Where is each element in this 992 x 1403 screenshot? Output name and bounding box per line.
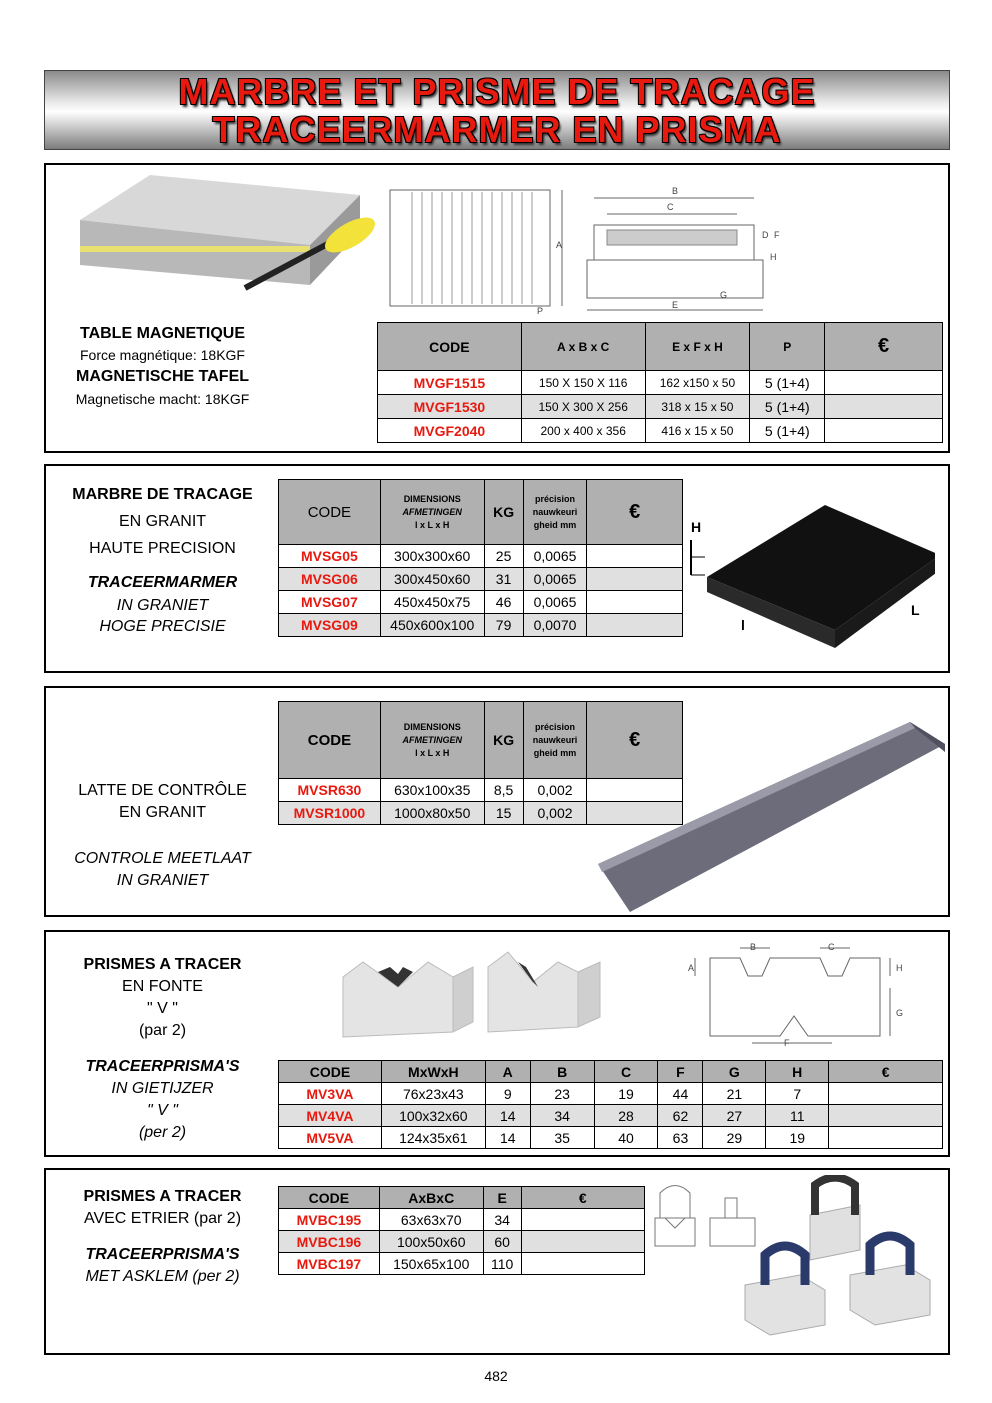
cell-code: MVGF2040 (378, 419, 522, 443)
cell-code: MVSG05 (279, 545, 381, 568)
subtitle-fr: Force magnétique: 18KGF (80, 347, 245, 363)
cell-price (825, 419, 943, 443)
cell-h: 11 (766, 1105, 829, 1127)
table-row (279, 591, 683, 614)
prec-label-2: nauwkeuri (532, 734, 578, 745)
cell-b: 35 (530, 1127, 594, 1149)
cell-h: 19 (766, 1127, 829, 1149)
line-5: TRACEERPRISMA'S (85, 1058, 240, 1075)
dim-c-label: C (828, 942, 835, 952)
title-fr: TABLE MAGNETIQUE (79, 325, 246, 342)
col-dimensions (380, 480, 484, 545)
cell-dim: 100x32x60 (381, 1105, 485, 1127)
cell-dim: 300x300x60 (380, 545, 484, 568)
col-code: CODE (279, 480, 381, 545)
cell-code: MVSR630 (279, 779, 381, 802)
clamp-photo (730, 1175, 940, 1350)
v-blocks-table (278, 1060, 943, 1149)
col-a: A (485, 1061, 530, 1083)
table-row (378, 371, 943, 395)
line-3: HAUTE PRECISION (89, 540, 236, 557)
cell-price (825, 371, 943, 395)
prec-label-3: gheid mm (533, 747, 577, 758)
cell-kg: 79 (484, 614, 523, 637)
col-axbxc: AxBxC (379, 1187, 483, 1209)
col-f: F (658, 1061, 703, 1083)
cell-code: MVBC197 (279, 1253, 380, 1275)
cell-code: MVBC195 (279, 1209, 380, 1231)
dim-label-fr: DIMENSIONS (403, 721, 461, 732)
col-price: € (587, 480, 683, 545)
cell-dim: 300x450x60 (380, 568, 484, 591)
dim-b-label: B (672, 186, 679, 196)
magnetic-table-diagram (382, 180, 782, 320)
col-price: € (587, 702, 683, 779)
dim-h-label: H (896, 963, 903, 973)
col-price: € (829, 1061, 943, 1083)
cell-h: 7 (766, 1083, 829, 1105)
cell-a: 14 (485, 1127, 530, 1149)
cell-code: MVGF1515 (378, 371, 522, 395)
col-p: P (750, 323, 825, 371)
dim-p-label: P (537, 306, 544, 316)
line-2: EN GRANIT (118, 804, 207, 821)
dim-label-nl: AFMETINGEN (402, 734, 462, 745)
cell-dim: 450x450x75 (380, 591, 484, 614)
line-4: TRACEERMARMER (87, 574, 238, 591)
cell-dim: 1000x80x50 (380, 802, 484, 825)
line-4: IN GRANIET (116, 872, 209, 889)
cell-code: MVSG09 (279, 614, 381, 637)
table-row (279, 545, 683, 568)
magnetic-table-table (377, 322, 943, 443)
dim-h-label: H (770, 252, 777, 262)
dim-label-nl: AFMETINGEN (402, 506, 462, 517)
line-1: PRISMES A TRACER (83, 956, 242, 973)
line-3: CONTROLE MEETLAAT (74, 850, 251, 867)
cell-kg: 15 (484, 802, 523, 825)
col-g: G (703, 1061, 766, 1083)
cell-e: 60 (483, 1231, 521, 1253)
straightedge-photo (590, 714, 950, 924)
cell-c: 19 (594, 1083, 658, 1105)
line-6: IN GIETIJZER (111, 1080, 214, 1097)
cell-dim: 450x600x100 (380, 614, 484, 637)
cell-e: 110 (483, 1253, 521, 1275)
table-row (279, 1105, 943, 1127)
prec-label-3: gheid mm (533, 519, 577, 530)
col-code: CODE (279, 702, 381, 779)
dim-d-label: D (762, 230, 769, 240)
col-mxwxh: MxWxH (381, 1061, 485, 1083)
col-c: C (594, 1061, 658, 1083)
table-row (378, 395, 943, 419)
cell-dim: 63x63x70 (379, 1209, 483, 1231)
cell-kg: 25 (484, 545, 523, 568)
cell-dim2: 162 x150 x 50 (645, 371, 750, 395)
banner-title-fr: MARBRE ET PRISME DE TRACAGE (178, 71, 816, 112)
table-row (279, 568, 683, 591)
cell-price (521, 1209, 644, 1231)
cell-precision: 0,0065 (523, 591, 587, 614)
magnetic-table-photo (60, 170, 380, 320)
dim-c-label: C (667, 202, 674, 212)
cell-precision: 0,0070 (523, 614, 587, 637)
cell-precision: 0,002 (523, 779, 587, 802)
cell-a: 9 (485, 1083, 530, 1105)
cell-dim: 76x23x43 (381, 1083, 485, 1105)
line-2: EN FONTE (122, 978, 203, 995)
prec-label-2: nauwkeuri (532, 506, 578, 517)
label-h: H (691, 519, 702, 535)
cell-a: 14 (485, 1105, 530, 1127)
page-number: 482 (484, 1368, 508, 1384)
dim-a-label: A (556, 240, 563, 250)
cell-code: MV3VA (279, 1083, 382, 1105)
dim-g-label: G (720, 290, 728, 300)
cell-dim: 150 X 150 X 116 (521, 371, 645, 395)
granite-plate-description (50, 484, 275, 638)
line-2: AVEC ETRIER (par 2) (83, 1210, 242, 1227)
dim-a-label: A (688, 963, 695, 973)
banner-title-nl: TRACEERMARMER EN PRISMA (212, 109, 782, 150)
dim-g-label: G (896, 1008, 904, 1018)
cell-p: 5 (1+4) (750, 371, 825, 395)
cell-p: 5 (1+4) (750, 419, 825, 443)
cell-price (521, 1231, 644, 1253)
granite-plate-table (278, 479, 683, 637)
cell-c: 28 (594, 1105, 658, 1127)
table-row (378, 419, 943, 443)
cell-e: 34 (483, 1209, 521, 1231)
cell-kg: 31 (484, 568, 523, 591)
col-precision (523, 702, 587, 779)
cell-g: 21 (703, 1083, 766, 1105)
cell-kg: 8,5 (484, 779, 523, 802)
line-1: PRISMES A TRACER (83, 1188, 242, 1205)
cell-dim: 630x100x35 (380, 779, 484, 802)
table-row (279, 1209, 645, 1231)
page-banner (44, 70, 950, 150)
cell-precision: 0,0065 (523, 545, 587, 568)
cell-dim2: 318 x 15 x 50 (645, 395, 750, 419)
col-kg: KG (484, 480, 523, 545)
dim-label-units: l x L x H (415, 519, 450, 530)
cell-b: 23 (530, 1083, 594, 1105)
cell-code: MVBC196 (279, 1231, 380, 1253)
v-blocks-photo (338, 942, 638, 1052)
cell-g: 29 (703, 1127, 766, 1149)
title-nl: MAGNETISCHE TAFEL (75, 368, 250, 385)
line-3: " V " (147, 1000, 178, 1017)
v-blocks-description (50, 954, 275, 1144)
cell-code: MVSG07 (279, 591, 381, 614)
dim-f-label: F (784, 1038, 790, 1048)
col-price: € (521, 1187, 644, 1209)
table-row (279, 614, 683, 637)
cell-dim2: 416 x 15 x 50 (645, 419, 750, 443)
cell-kg: 46 (484, 591, 523, 614)
v-blocks-clamp-description (50, 1186, 275, 1288)
line-5: IN GRANIET (116, 597, 209, 614)
cell-price (829, 1083, 943, 1105)
table-row (279, 1127, 943, 1149)
cell-code: MV4VA (279, 1105, 382, 1127)
cell-dim: 200 x 400 x 356 (521, 419, 645, 443)
cell-price (521, 1253, 644, 1275)
cell-price (587, 568, 683, 591)
line-3: TRACEERPRISMA'S (85, 1246, 240, 1263)
col-h: H (766, 1061, 829, 1083)
dim-e-label: E (672, 300, 679, 310)
cell-dim: 124x35x61 (381, 1127, 485, 1149)
line-4: MET ASKLEM (per 2) (85, 1268, 240, 1285)
cell-price (587, 591, 683, 614)
prec-label-1: précision (534, 493, 575, 504)
table-row (279, 1083, 943, 1105)
line-4: (par 2) (138, 1022, 187, 1039)
dim-b-label: B (750, 942, 757, 952)
col-axbxc: A x B x C (521, 323, 645, 371)
cell-precision: 0,0065 (523, 568, 587, 591)
col-exfxh: E x F x H (645, 323, 750, 371)
cell-c: 40 (594, 1127, 658, 1149)
line-7: " V " (147, 1102, 178, 1119)
cell-dim: 150 X 300 X 256 (521, 395, 645, 419)
dim-label-fr: DIMENSIONS (403, 493, 461, 504)
cell-code: MV5VA (279, 1127, 382, 1149)
col-e: E (483, 1187, 521, 1209)
cell-code: MVSR1000 (279, 802, 381, 825)
cell-price (829, 1127, 943, 1149)
dim-label-units: l x L x H (415, 747, 450, 758)
col-precision (523, 480, 587, 545)
line-1: MARBRE DE TRACAGE (72, 486, 253, 503)
table-row (279, 1231, 645, 1253)
cell-b: 34 (530, 1105, 594, 1127)
label-big-l: L (911, 602, 920, 618)
prec-label-1: précision (535, 721, 576, 732)
cell-f: 62 (658, 1105, 703, 1127)
label-l: l (741, 617, 745, 633)
col-price: € (825, 323, 943, 371)
cell-f: 63 (658, 1127, 703, 1149)
cell-p: 5 (1+4) (750, 395, 825, 419)
cell-price (587, 545, 683, 568)
cell-code: MVGF1530 (378, 395, 522, 419)
magnetic-table-description (50, 324, 275, 410)
col-b: B (530, 1061, 594, 1083)
col-code: CODE (279, 1061, 382, 1083)
cell-dim: 100x50x60 (379, 1231, 483, 1253)
cell-dim: 150x65x100 (379, 1253, 483, 1275)
cell-f: 44 (658, 1083, 703, 1105)
col-dimensions (380, 702, 484, 779)
v-blocks-clamp-table (278, 1186, 645, 1275)
line-6: HOGE PRECISIE (99, 618, 226, 635)
line-8: (per 2) (138, 1124, 187, 1141)
subtitle-nl: Magnetische macht: 18KGF (75, 391, 250, 407)
cell-price (587, 614, 683, 637)
cell-g: 27 (703, 1105, 766, 1127)
cell-code: MVSG06 (279, 568, 381, 591)
col-kg: KG (484, 702, 523, 779)
col-code: CODE (279, 1187, 380, 1209)
v-block-diagram (680, 938, 912, 1053)
table-row (279, 1253, 645, 1275)
cell-price (829, 1105, 943, 1127)
cell-precision: 0,002 (523, 802, 587, 825)
dim-f-label: F (774, 230, 780, 240)
granite-plate-photo (685, 500, 935, 660)
line-2: EN GRANIT (118, 513, 207, 530)
line-1: LATTE DE CONTRÔLE (78, 782, 247, 799)
cell-price (825, 395, 943, 419)
straightedge-description (50, 780, 275, 892)
col-code: CODE (378, 323, 522, 371)
